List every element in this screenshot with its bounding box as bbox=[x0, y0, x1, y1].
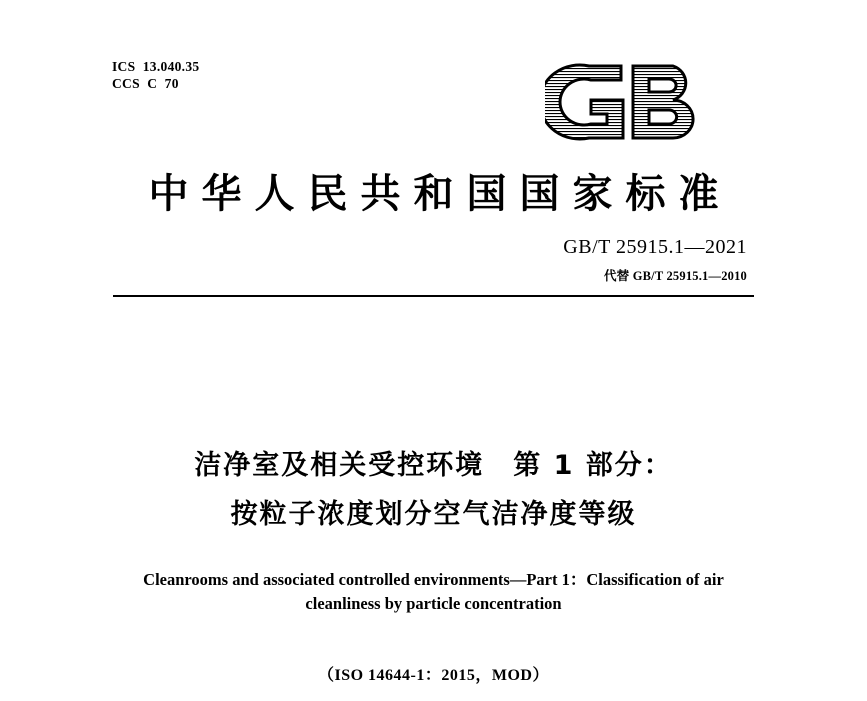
ccs-code: CCS C 70 bbox=[112, 76, 179, 91]
document-title-line2: 按粒子浓度划分空气洁净度等级 bbox=[230, 499, 637, 530]
english-title-line1: Cleanrooms and associated controlled environments—Part 1：Classification of air bbox=[143, 570, 724, 589]
replaces-note: 代替 GB/T 25915.1—2010 bbox=[603, 269, 747, 283]
standard-number: GB/T 25915.1—2021 bbox=[563, 236, 747, 258]
classification-codes bbox=[112, 58, 199, 92]
gb-emblem-icon bbox=[545, 62, 710, 142]
ics-code: ICS 13.040.35 bbox=[112, 59, 200, 74]
horizontal-divider bbox=[113, 295, 754, 297]
national-standard-title: 中华人民共和国国家标准 bbox=[148, 171, 732, 217]
iso-correspondence: （ISO 14644-1：2015，MOD） bbox=[317, 667, 549, 684]
english-title-line2: cleanliness by particle concentration bbox=[305, 594, 562, 613]
document-title-line1: 洁净室及相关受控环境 第 1 部分： bbox=[194, 450, 673, 481]
